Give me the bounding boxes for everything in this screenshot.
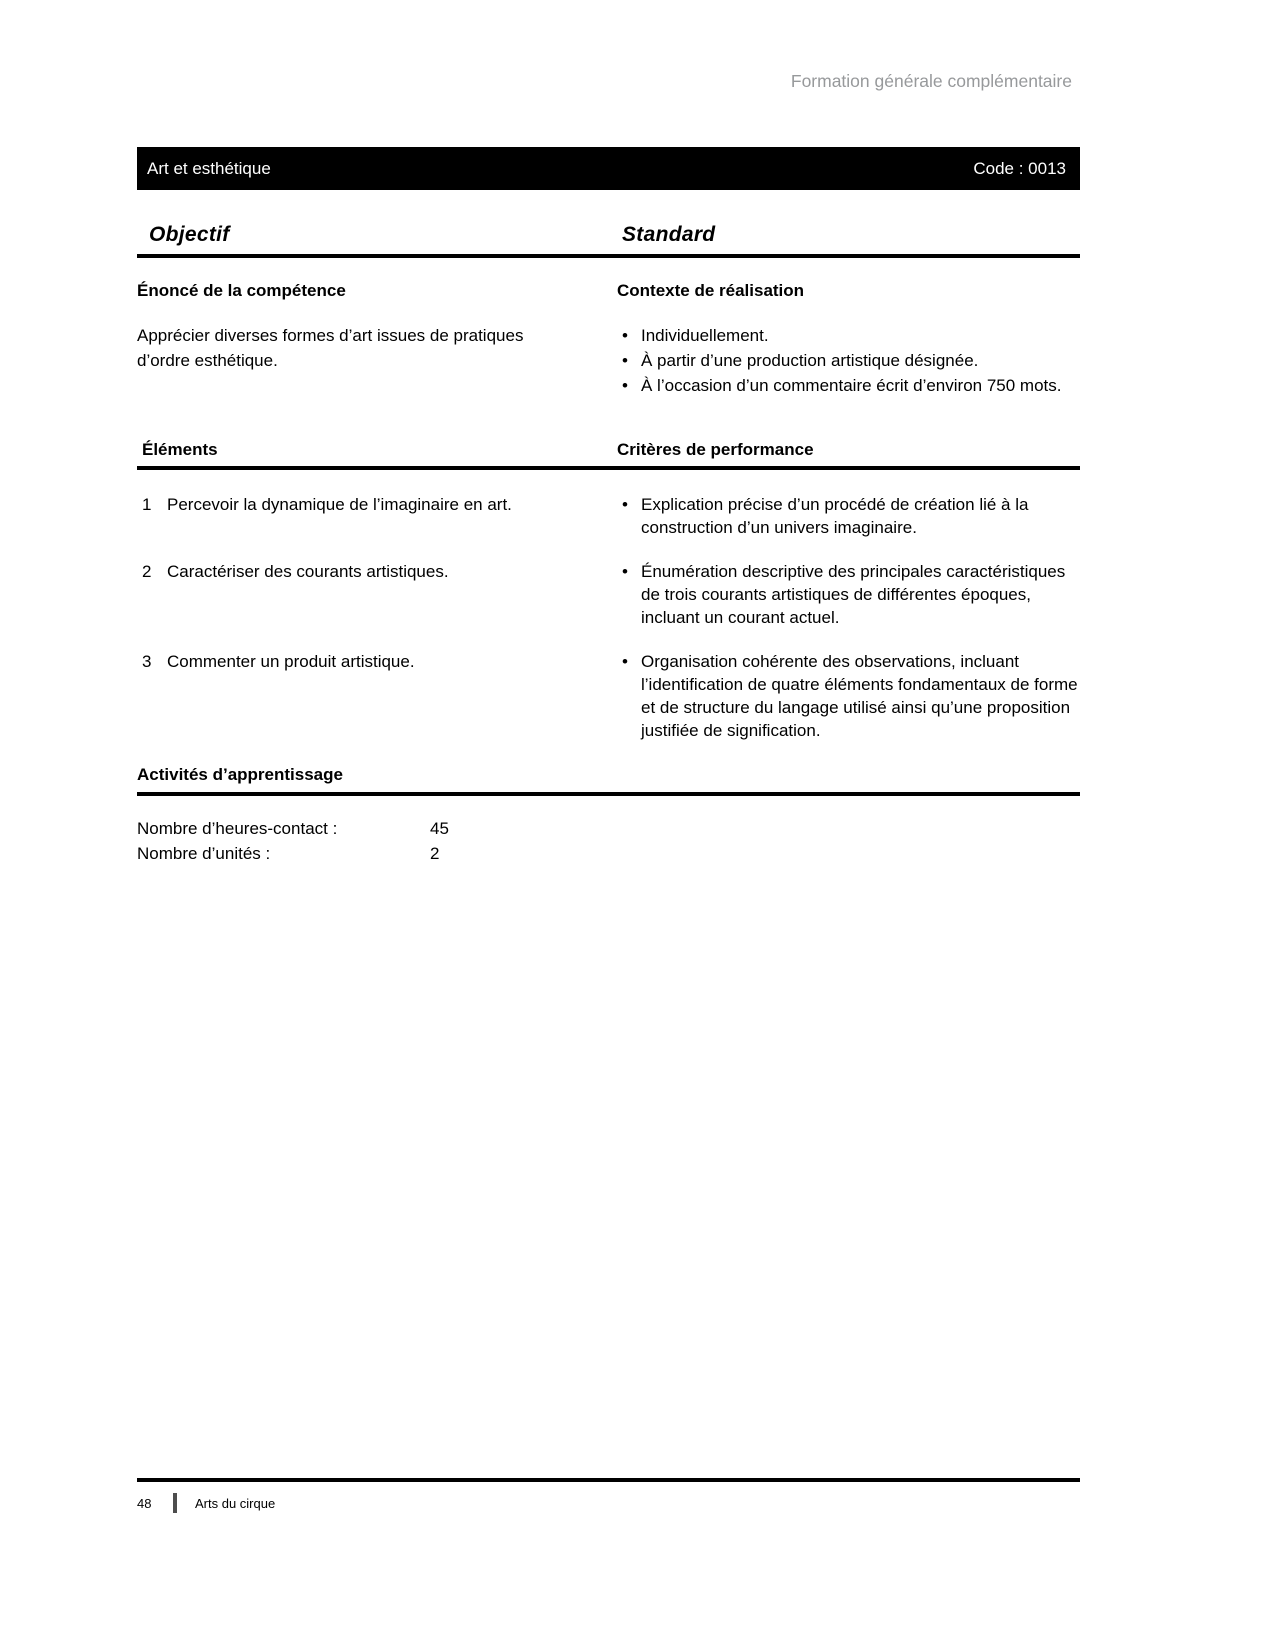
objectif-heading: Objectif [149,223,230,246]
course-title: Art et esthétique [147,158,271,178]
activites-heading: Activités d’apprentissage [137,763,1080,796]
bullet-text: À l’occasion d’un commentaire écrit d’environ 750 mots. [641,376,1062,395]
standard-heading: Standard [622,223,716,246]
hours-row [137,816,1080,841]
criteria-cell [617,650,1080,742]
list-item [617,650,1080,742]
running-header: Formation générale complémentaire [790,71,1072,91]
item-number: 1 [142,495,152,514]
elements-criteres-section [137,493,1080,742]
bullet-text: À partir d’une production artistique désignée. [641,351,979,370]
hours-label: Nombre d’heures-contact : [137,819,338,838]
list-item [617,323,1080,348]
contexte-column [617,258,1080,398]
bullet-text: Explication précise d’un procédé de création lié à la construction d’un univers imaginaire. [641,495,1029,537]
elements-criteres-header-row [137,438,1080,470]
numbered-item [137,493,587,516]
objectif-standard-header-row [137,223,1080,258]
hours-value: 45 [430,819,449,838]
bullet-text: Organisation cohérente des observations, incluant l’identification de quatre éléments fondamentaux de forme et de structure du langage utilisé ainsi qu’une proposition justifiée de signification. [641,652,1078,740]
criteria-cell [617,493,1080,539]
item-number: 3 [142,652,152,671]
course-code: Code : 0013 [973,158,1066,178]
element-cell [137,560,617,629]
title-bar [137,147,1080,190]
numbered-item [137,650,587,673]
hours-row [137,841,1080,866]
criteres-heading: Critères de performance [617,440,814,459]
units-value: 2 [430,844,440,863]
element-cell [137,650,617,742]
page-content [137,0,1080,866]
element-cell [137,493,617,539]
elements-heading: Éléments [142,440,218,459]
contexte-heading: Contexte de réalisation [617,281,805,300]
bullet-text: Énumération descriptive des principales caractéristiques de trois courants artistiques de différentes époques, incluant un courant actuel. [641,562,1066,627]
units-label: Nombre d’unités : [137,844,271,863]
page-footer [137,1478,1080,1513]
footer-row [137,1493,1080,1513]
element-criteria-row [137,493,1080,539]
element-criteria-row [137,650,1080,742]
item-number: 2 [142,562,152,581]
competence-text: Apprécier diverses formes d’art issues de pratiques d’ordre esthétique. [137,326,524,370]
footer-bar-divider [173,1493,177,1513]
list-item [617,560,1080,629]
competence-heading: Énoncé de la compétence [137,281,346,300]
numbered-item [137,560,587,583]
item-text: Percevoir la dynamique de l’imaginaire en art. [167,495,512,514]
item-text: Commenter un produit artistique. [167,652,415,671]
footer-divider [137,1478,1080,1482]
bullet-icon: • [622,351,628,370]
bullet-icon: • [622,376,628,395]
footer-section-label: Arts du cirque [195,1495,276,1511]
competence-contexte-section [137,258,1080,398]
bullet-icon: • [622,495,628,514]
item-text: Caractériser des courants artistiques. [167,562,449,581]
criteria-cell [617,560,1080,629]
hours-section [137,816,1080,866]
element-criteria-row [137,560,1080,629]
contexte-bullet-list [617,323,1080,398]
list-item [617,493,1080,539]
bullet-icon: • [622,562,628,581]
competence-column [137,258,617,398]
bullet-text: Individuellement. [641,326,769,345]
page-number: 48 [137,1495,152,1511]
list-item [617,348,1080,373]
bullet-icon: • [622,652,628,671]
bullet-icon: • [622,326,628,345]
list-item [617,373,1080,398]
